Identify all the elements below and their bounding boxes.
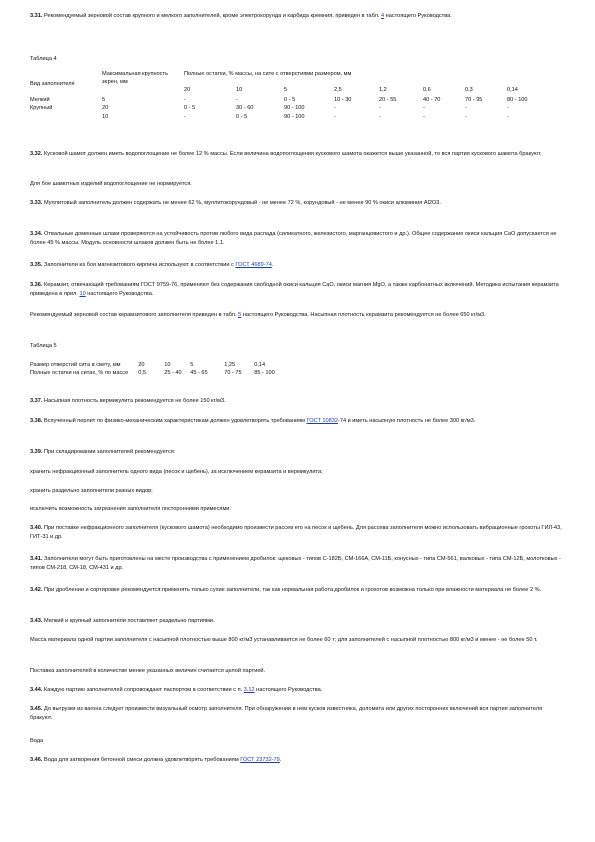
table-row: 10 - 0 - 5 90 - 100 - - - - -	[102, 113, 509, 120]
clause-number: 3.31.	[30, 13, 43, 19]
table-4-caption: Таблица 4	[30, 56, 57, 62]
paragraph-3-34	[30, 230, 565, 247]
clause-number: 3.33.	[30, 200, 43, 206]
paragraph-text: При поставке нефракционного заполнителя (кускового шамота) необходимо произвести рассев его на песок и щебень. Для рассева заполнителя можно использовать вибрационные грохоты ГИЛ-43, ГИТ-31 и др.	[30, 525, 562, 540]
table-row: Размер отверстий сита в свету, мм 20 10 5 1,25 0,14	[30, 362, 266, 368]
paragraph-text: До выгрузки из вагона следует произвести визуальный осмотр заполнителя. При обнаружении в нем кусков известняка, доломита или других посторонних включений вся партия заполнителя бракуют.	[30, 706, 543, 721]
row-header: Размер отверстий сита в свету, мм	[30, 362, 121, 368]
link-gost-10832[interactable]: ГОСТ 10832	[306, 418, 338, 424]
sieve-size: 1,2	[379, 87, 387, 94]
paragraph-3-43	[30, 617, 565, 626]
clause-number: 3.34.	[30, 231, 43, 237]
row-header: Полные остатки на ситах, % по массе	[30, 370, 129, 377]
sieve-size: 0,3	[465, 87, 473, 94]
paragraph-text: Вспученный перлит по физико-механическим характеристикам должен удовлетворять требованиям	[44, 418, 305, 424]
link-gost-4689[interactable]: ГОСТ 4689-74	[235, 262, 272, 268]
table-row: Полные остатки на ситах, % по массе 0,5 25 - 40 45 - 65 70 - 75 85 - 100	[30, 370, 275, 377]
clause-number: 3.37.	[30, 398, 43, 404]
header-max-size: Максимальная крупность зерен, мм	[102, 71, 168, 86]
paragraph-3-37	[30, 397, 565, 406]
header-residue: Полные остатки, % массы, на сите с отверстиями размером, мм	[184, 71, 352, 77]
paragraph-3-43-mass: Массa материала одной партии заполнителя с насыпной плотностью выше 800 кг/м3 устанавливается не более 60 т; для заполнителей с насыпной плотностью 800 кг/м3 и менее - не более 50 т.	[30, 637, 538, 643]
clause-number: 3.38.	[30, 418, 43, 424]
clause-number: 3.40.	[30, 525, 43, 531]
clause-number: 3.36.	[30, 282, 43, 288]
paragraph-3-44: 3.44. Каждую партию заполнителей сопровождают паспортом в соответствии с п. 3.12 настоящего Руководства.	[30, 687, 323, 693]
paragraph-3-33	[30, 199, 565, 208]
table-row: Крупный 20 0 - 5 30 - 60 90 - 100 - - - - -	[30, 105, 509, 112]
paragraph-3-41	[30, 555, 565, 572]
paragraph-3-46: 3.46. Вода для затворения бетонной смеси должна удовлетворять требованиям ГОСТ 23732-79.	[30, 757, 282, 763]
sieve-size: 0,6	[423, 87, 431, 94]
paragraph-text: Рекомендуемый зерновой состав крупного и мелкого заполнителей, кроме электрокорунда и карбида кремния, приведен в табл.	[44, 13, 380, 19]
paragraph-3-42	[30, 586, 565, 595]
paragraph-text: Вода для затворения бетонной смеси должна удовлетворять требованиям	[44, 757, 239, 763]
clause-number: 3.46.	[30, 757, 43, 763]
list-item: исключить возможность загрязнения заполнителя посторонними примесями.	[30, 506, 231, 512]
paragraph-3-43-batch: Поставка заполнителей в количестве менее указанных величин считается целой партией.	[30, 668, 266, 674]
paragraph-3-36: 3.36. Керамзит, отвечающий требованиям ГОСТ 9759-76, применяют без содержания свободной окиси кальция CaO, окиси магния MgO, а также карбонатных включений. Методика испытания керамзита приведена в прил. 10 настоящего Руководства.	[30, 282, 559, 297]
sieve-size: 2,5	[334, 87, 342, 94]
clause-number: 3.39.	[30, 449, 43, 455]
table-5	[30, 361, 275, 377]
paragraph-3-38: 3.38. Вспученный перлит по физико-механическим характеристикам должен удовлетворять требованиям ГОСТ 10832-74 и иметь насыпную плотность не более 300 кг/м3.	[30, 418, 476, 424]
paragraph-text: Отвальные доменные шлаки проверяются на устойчивость против любого вида распада (силикатного, железистого, марганцовистого и др.). Общее содержание окиси кальция CaO допускается не более 45 % массы. Модуль основности шлаков должен быть не более 1,1.	[30, 231, 557, 246]
clause-number: 3.32.	[30, 151, 43, 157]
link-appendix-10[interactable]: 10	[79, 290, 86, 297]
list-item: хранить нефракционный заполнитель одного вида (песок и щебень), за исключением керамзита и вермикулита;	[30, 469, 323, 475]
link-table-4[interactable]: 4	[381, 13, 385, 19]
paragraph-3-39	[30, 448, 565, 457]
paragraph-text: Заполнители из боя магнезитового кирпича используют в соответствии с	[44, 262, 234, 268]
table-5-caption: Таблица 5	[30, 343, 57, 349]
paragraph-3-31: 3.31. Рекомендуемый зерновой состав крупного и мелкого заполнителей, кроме электрокорунда и карбида кремния, приведен в табл. 4 настоящего Руководства.	[30, 13, 452, 19]
clause-number: 3.41.	[30, 556, 43, 562]
link-gost-23732[interactable]: ГОСТ 23732-79	[240, 757, 280, 763]
paragraph-3-32	[30, 150, 565, 159]
paragraph-3-35: 3.35. Заполнители из боя магнезитового кирпича используют в соответствии с ГОСТ 4689-74.	[30, 262, 274, 268]
paragraph-text: Муллитовый заполнитель должен содержать не менее 62 %, муллитокорундовый - не менее 72 %, корундовый - не менее 90 % окиси алюминия Al2O3.	[44, 200, 441, 206]
paragraph-text: При дроблении и сортировке рекомендуется применять только сухие заполнители, так как нормальная работа дробилок и грохотов возможна только при влажности материала не более 2 %.	[44, 587, 542, 593]
table-row: Мелкий 5 - - 0 - 5 10 - 30 20 - 55 40 - 70 70 - 95 80 - 100	[30, 97, 528, 104]
paragraph-3-40	[30, 524, 565, 541]
sieve-size: 20	[184, 87, 191, 94]
paragraph-3-32-note: Для бое шамотных изделий водопоглощение не нормируется.	[30, 181, 192, 187]
paragraph-text: Заполнители могут быть приготовлены на месте производства с применением дробилок: щековых - типов С-182Б, СМ-166А, СМ-11Б, конусных - типа СМ-561, валковых - типа СМ-12Б, молотковых - типов СМ-218, СМ-18, СМ-431 и др.	[30, 556, 561, 571]
paragraph-text: Керамзит, отвечающий требованиям ГОСТ 9759-76, применяют без содержания свободной окиси кальция CaO, окиси магния MgO, а также карбонатных включений. Методика испытания керамзита приведена в прил.	[30, 282, 559, 297]
link-clause-3-12[interactable]: 3.12	[243, 687, 255, 693]
paragraph-text: При складировании заполнителей рекомендуется:	[44, 449, 176, 455]
section-heading-water: Вода	[30, 738, 44, 744]
paragraph-text: Кусковой шамот должен иметь водопоглощение не более 12 % массы. Если величина водопоглощения кускового шамота окажется выше указанной, то вся партия кускового шамота бракуют.	[44, 151, 542, 157]
paragraph-text: Каждую партию заполнителей сопровождают паспортом в соответствии с п.	[44, 687, 243, 693]
clause-number: 3.43.	[30, 618, 43, 624]
clause-number: 3.42.	[30, 587, 43, 593]
paragraph-text: Насыпная плотность вермикулита рекомендуется не более 150 кг/м3.	[44, 398, 226, 404]
header-aggregate-type: Вид заполнителя	[30, 81, 75, 87]
list-item: хранить раздельно заполнители разных видов;	[30, 488, 153, 494]
clause-number: 3.44.	[30, 687, 43, 693]
clause-number: 3.45.	[30, 706, 43, 712]
sieve-size: 5	[284, 87, 288, 94]
link-table-5[interactable]: 5	[238, 312, 242, 318]
paragraph-3-36-composition: Рекомендуемый зерновой состав керамзитового заполнителя приведен в табл. 5 настоящего Руководства. Насыпная плотность керамзита рекомендуется не более 650 кг/м3.	[30, 312, 486, 318]
clause-number: 3.35.	[30, 262, 43, 268]
paragraph-text: Мелкий и крупный заполнители поставляют раздельно партиями.	[44, 618, 215, 624]
table-4	[30, 70, 550, 121]
sieve-size: 10	[236, 87, 243, 94]
sieve-size: 0,14	[507, 87, 518, 94]
paragraph-3-45	[30, 705, 565, 722]
